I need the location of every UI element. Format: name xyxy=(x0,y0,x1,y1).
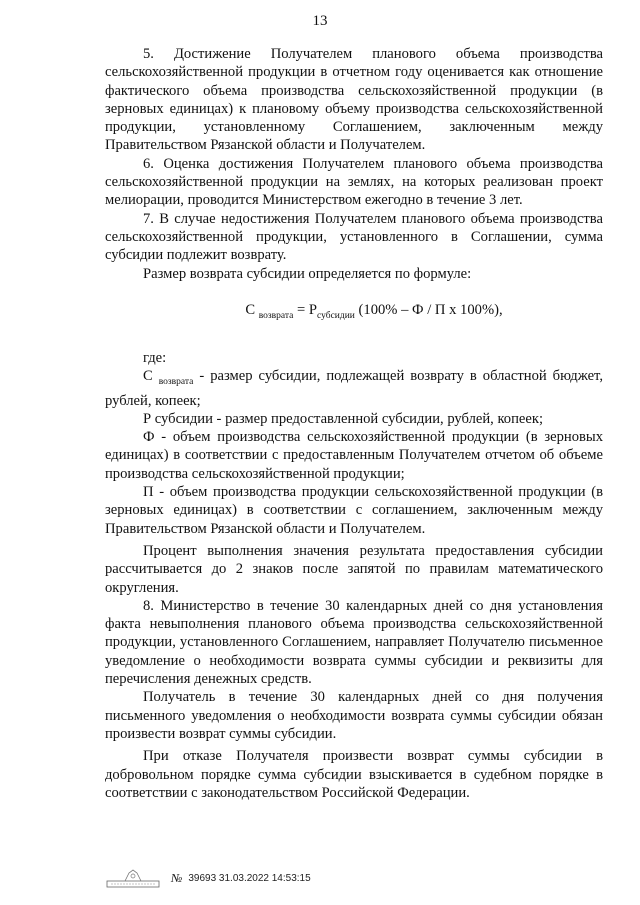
formula-p-sub: субсидии xyxy=(317,310,355,321)
registration-stamp: 39693 31.03.2022 14:53:15 xyxy=(188,872,311,884)
recipient-paragraph: Получатель в течение 30 календарных дней со дня получения письменного уведомления о необходимости возврата суммы субсидии обязан произвести возврат суммы субсидии. xyxy=(105,689,603,742)
formula-p-symbol: Р xyxy=(308,301,318,318)
formula-rest: (100% – Ф / П х 100%), xyxy=(354,301,503,318)
definition-p: Р субсидии - размер предоставленной субсидии, рублей, копеек; xyxy=(143,410,544,427)
definition-f: Ф - объем производства сельскохозяйственной продукции (в зерновых единицах) в соответствии с предоставленным Получателем отчетом об объеме производства сельскохозяйственной продукции; xyxy=(105,429,603,482)
definition-c xyxy=(105,367,603,410)
refund-formula xyxy=(105,301,603,325)
number-sign: № xyxy=(171,870,183,885)
paragraph-6: 6. Оценка достижения Получателем планового объема производства сельскохозяйственной продукции на землях, на которых реализован проект мелиорации, проводится Министерством ежегодно в течение 3 лет. xyxy=(105,155,603,209)
refusal-paragraph: При отказе Получателя произвести возврат суммы субсидии в добровольном порядке сумма субсидии взыскивается в судебном порядке в соответствии с законодательством Российской Федерации. xyxy=(105,748,603,801)
def-c-text: - размер субсидии, подлежащей возврату в областной бюджет, рублей, копеек; xyxy=(105,368,603,409)
def-c-symbol: С xyxy=(143,368,153,385)
paragraph-8: 8. Министерство в течение 30 календарных дней со дня установления факта невыполнения планового объема производства сельскохозяйственной продукции, установленного Соглашением, направляет Получателю письменное уведомление о необходимости возврата суммы субсидии и реквизиты для перечисления денежных средств. xyxy=(105,597,603,688)
paragraph-7: 7. В случае недостижения Получателем планового объема производства сельскохозяйственной продукции, установленного в Соглашении, сумма субсидии подлежит возврату. xyxy=(105,210,603,264)
definition-pi: П - объем производства продукции сельскохозяйственной продукции (в зерновых единицах) в соответствии с соглашением, заключенным между Правительством Рязанской области и Получателем. xyxy=(105,484,603,537)
coat-of-arms-logo xyxy=(105,867,161,889)
document-body xyxy=(105,45,603,802)
formula-intro: Размер возврата субсидии определяется по формуле: xyxy=(143,265,472,282)
percent-paragraph: Процент выполнения значения результата предоставления субсидии рассчитывается до 2 знаков после запятой по правилам математического округления. xyxy=(105,542,603,596)
page-number: 13 xyxy=(312,13,328,29)
where-label: где: xyxy=(143,350,167,367)
formula-c-symbol: С xyxy=(245,301,256,318)
def-c-sub: возврата xyxy=(158,377,194,388)
paragraph-5: 5. Достижение Получателем планового объема производства сельскохозяйственной продукции в отчетном году оценивается как отношение фактического объема производства сельскохозяйственной продукции (в зерновых единицах) к плановому объему производства сельскохозяйственной продукции, установленному Соглашением, заключенным между Правительством Рязанской области и Получателем. xyxy=(105,46,603,154)
formula-equals: = xyxy=(293,301,309,318)
formula-c-sub: возврата xyxy=(258,310,294,321)
footer-stamp xyxy=(105,868,311,888)
